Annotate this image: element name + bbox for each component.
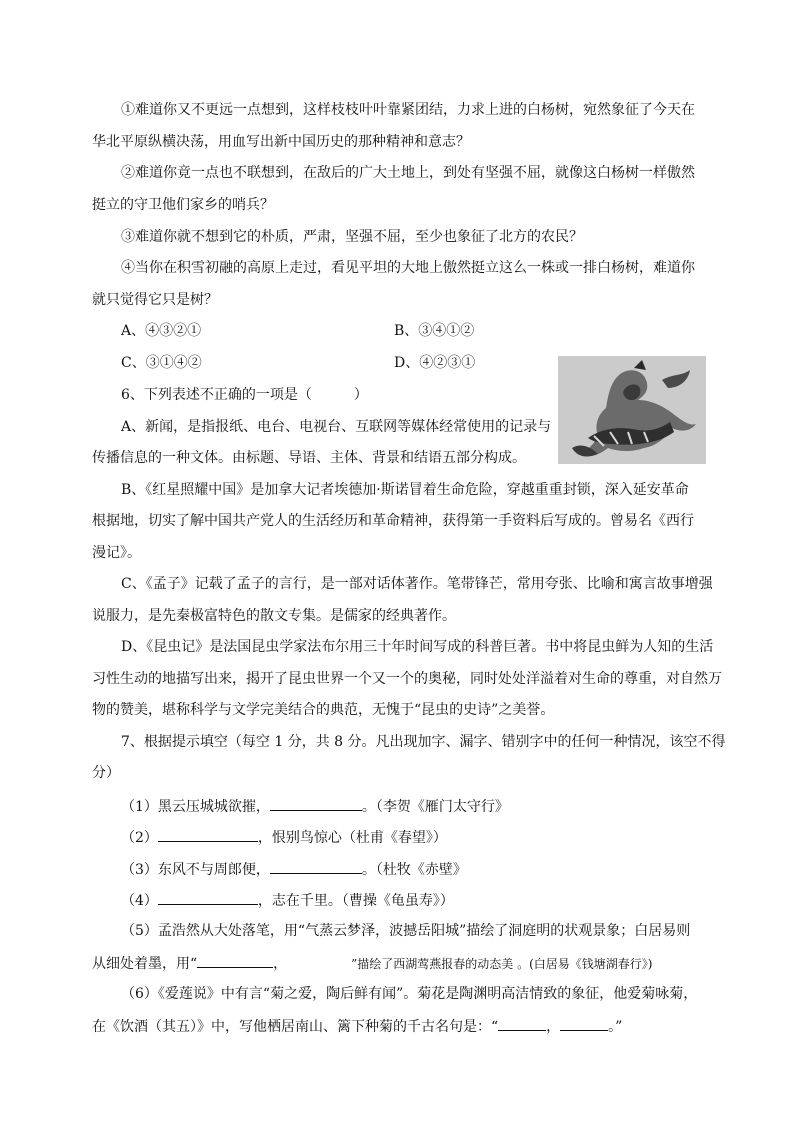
fill-5-blank-2[interactable] — [287, 953, 351, 968]
poem-sentence-4b: 就只觉得它只是树？ — [92, 292, 218, 308]
question-7-stem: 7、根据提示填空（每空 1 分，共 8 分。凡出现加字、漏字、错别字中的任何一种情况，该空不得 — [121, 734, 726, 750]
fill-6-blank-2[interactable] — [560, 1016, 608, 1031]
q6-option-a-line1: A、新闻，是指报纸、电台、电视台、互联网等媒体经常使用的记录与 — [121, 419, 552, 435]
q6-option-c-line2: 说服力，是先秦极富特色的散文专集。是儒家的经典著作。 — [92, 608, 456, 624]
q6-option-b-line3: 漫记》。 — [92, 545, 141, 561]
fill-1-suffix: 。（李贺《雁门太守行》 — [361, 799, 509, 815]
option-c: C、③①④② — [121, 355, 202, 371]
fill-4-prefix: （4） — [121, 893, 158, 909]
tiger-illustration — [558, 356, 706, 464]
fill-item-3 — [121, 859, 467, 879]
poem-sentence-2b: 挺立的守卫他们家乡的哨兵？ — [92, 197, 274, 213]
fill-2-blank[interactable] — [158, 827, 258, 842]
fill-4-blank[interactable] — [158, 890, 258, 905]
fill-item-5-line2 — [92, 953, 653, 973]
poem-sentence-1b: 华北平原纵横决荡，用血写出新中国历史的那种精神和意志？ — [92, 134, 470, 150]
question-7-stem-cont: 分） — [92, 765, 120, 781]
fill-5-blank-1[interactable] — [197, 953, 273, 968]
q6-option-d-line2: 习性生动的地描写出来，揭开了昆虫世界一个又一个的奥秘，同时处处洋溢着对生命的尊重，对自然万 — [92, 671, 722, 687]
fill-5-sep: ， — [273, 956, 288, 972]
fill-item-1 — [121, 796, 509, 816]
option-b: B、③④①② — [394, 323, 475, 339]
fill-6-prefix: 在《饮酒（其五）》中，写他栖居南山、篱下种菊的千古名句是：“ — [92, 1019, 499, 1035]
q6-option-d-line1: D、《昆虫记》是法国昆虫学家法布尔用三十年时间写成的科普巨著。书中将昆虫鲜为人知的生活 — [121, 639, 714, 655]
option-d: D、④②③① — [394, 355, 476, 371]
fill-5-prefix: 从细处着墨，用“ — [92, 956, 198, 972]
fill-2-suffix: ，恨别鸟惊心（杜甫《春望》） — [257, 830, 447, 846]
poem-sentence-2a: ②难道你竟一点也不联想到，在敌后的广大土地上，到处有坚强不屈，就像这白杨树一样傲然 — [121, 165, 695, 181]
q6-option-a-line2: 传播信息的一种文体。由标题、导语、主体、背景和结语五部分构成。 — [92, 450, 526, 466]
q6-option-b-line1: B、《红星照耀中国》是加拿大记者埃德加·斯诺冒着生命危险，穿越重重封锁，深入延安革命 — [121, 482, 689, 498]
poem-sentence-3: ③难道你就不想到它的朴质，严肃，坚强不屈，至少也象征了北方的农民？ — [121, 229, 583, 245]
fill-3-prefix: （3）东风不与周郎便， — [121, 862, 270, 878]
fill-item-4 — [121, 890, 454, 910]
fill-6-suffix: 。” — [608, 1019, 623, 1035]
option-a: A、④③②① — [121, 323, 202, 339]
fill-6-blank-1[interactable] — [498, 1016, 546, 1031]
q6-option-b-line2: 根据地，切实了解中国共产党人的生活经历和革命精神，获得第一手资料后写成的。曾易名《西行 — [92, 513, 694, 529]
fill-3-blank[interactable] — [270, 859, 362, 874]
fill-1-blank[interactable] — [270, 796, 362, 811]
fill-item-5-line1: （5）孟浩然从大处落笔，用“气蒸云梦泽，波撼岳阳城”描绘了洞庭明的状观景象；白居易则 — [121, 923, 691, 939]
fill-1-prefix: （1）黑云压城城欲摧， — [121, 799, 270, 815]
q6-option-d-line3: 物的赞美，堪称科学与文学完美结合的典范，无愧于“昆虫的史诗”之美誉。 — [92, 702, 555, 718]
fill-4-suffix: ，志在千里。（曹操《龟虽寿》） — [257, 893, 454, 909]
poem-sentence-1a: ①难道你又不更远一点想到，这样枝枝叶叶靠紧团结，力求上进的白杨树，宛然象征了今天在 — [121, 102, 695, 118]
fill-6-sep: ， — [546, 1019, 561, 1035]
tiger-rider-image — [558, 356, 706, 464]
question-6-stem: 6、下列表述不正确的一项是（ ） — [121, 387, 368, 403]
fill-2-prefix: （2） — [121, 830, 158, 846]
fill-5-suffix: ”描绘了西湖莺燕报春的动态美 。(白居易《钱塘湖春行》) — [351, 957, 653, 971]
fill-3-suffix: 。（杜牧《赤壁》 — [361, 862, 467, 878]
fill-item-6-line1: （6）《爱莲说》中有言“菊之爱，陶后鲜有闻”。菊花是陶渊明高洁情致的象征，他爱菊咏菊， — [121, 986, 698, 1002]
fill-item-2 — [121, 827, 447, 847]
fill-item-6-line2 — [92, 1016, 622, 1036]
poem-sentence-4a: ④当你在积雪初融的高原上走过，看见平坦的大地上傲然挺立这么一株或一排白杨树，难道你 — [121, 260, 695, 276]
q6-option-c-line1: C、《孟子》记载了孟子的言行，是一部对话体著作。笔带锋芒，常用夸张、比喻和寓言故事增强 — [121, 576, 713, 592]
